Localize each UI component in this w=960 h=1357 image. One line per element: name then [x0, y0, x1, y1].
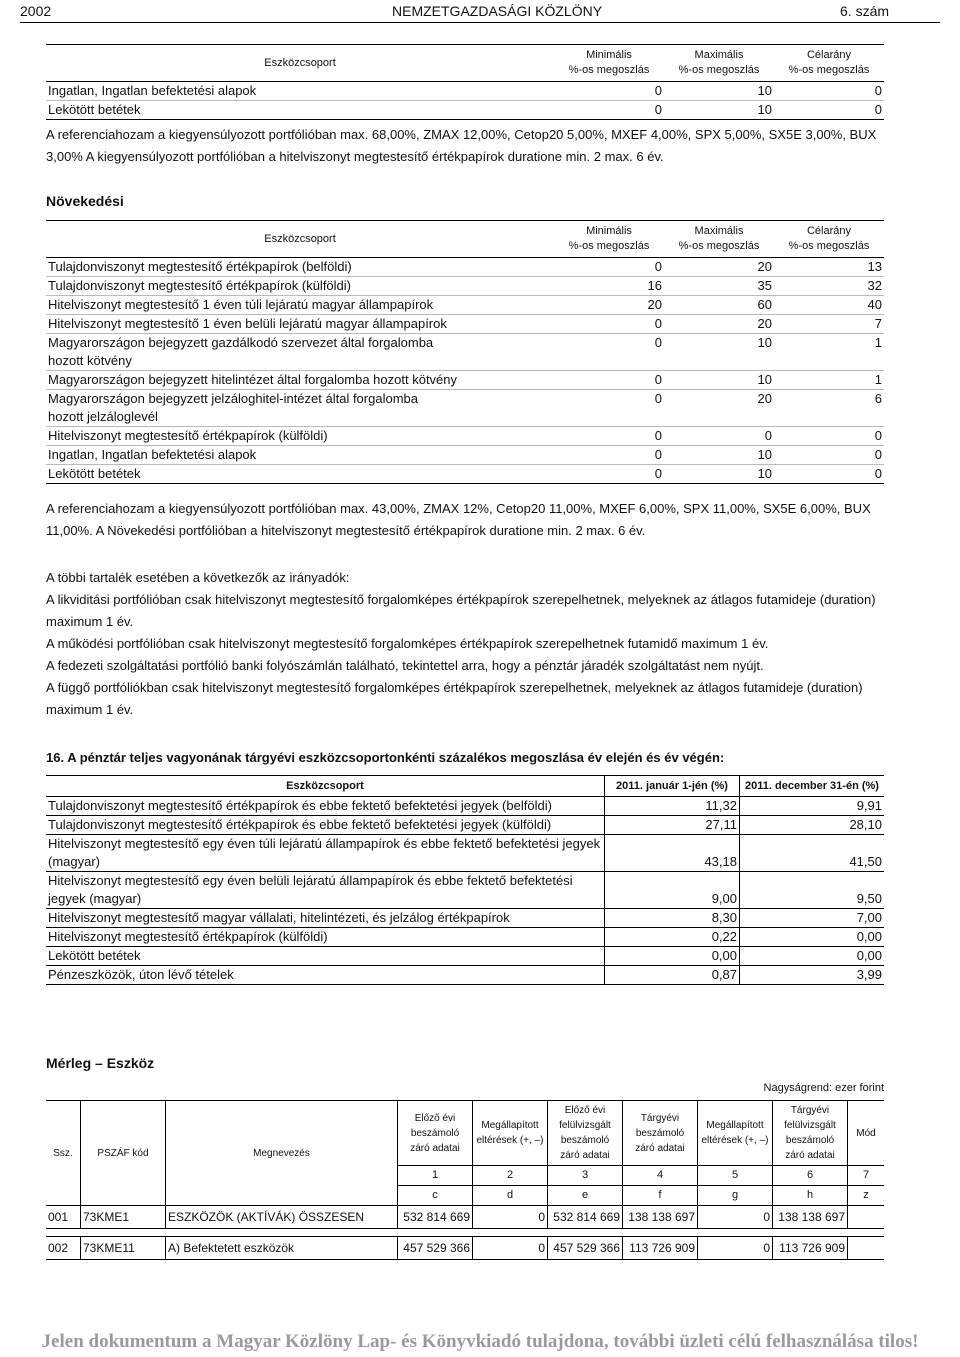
reserves-paragraph: A likviditási portfólióban csak hitelviszonyt megtestesítő forgalomképes értékpapírok szerepelhetnek, melyeknek az átlagos futamideje (duration) maximum 1 év. — [46, 592, 876, 629]
page-number: 2002 — [20, 3, 52, 19]
col-header-c2: Megállapított eltérések (+, –) — [473, 1101, 548, 1166]
reserves-paragraph: A fedezeti szolgáltatási portfólió banki folyószámlán található, tekintettel arra, hogy a pénztár járadék szolgáltatást nem nyújt. — [46, 658, 764, 673]
table-row: Lekötött betétek 0 10 0 — [46, 465, 884, 484]
reserves-paragraph: A többi tartalék esetében a következők az irányadók: — [46, 570, 350, 585]
col-header-c4: Tárgyévi beszámoló záró adatai — [623, 1101, 698, 1166]
col-header-min: Minimális %-os megoszlás — [554, 45, 664, 82]
col-header-group: Eszközcsoport — [46, 45, 554, 82]
table-row: Ingatlan, Ingatlan befektetési alapok 0 10 0 — [46, 82, 884, 101]
allocation-table-b — [46, 220, 884, 484]
table-row: Tulajdonviszonyt megtestesítő értékpapírok (belföldi) 0 20 13 — [46, 258, 884, 277]
col-header-c6: Tárgyévi felülvizsgált beszámoló záró adatai — [773, 1101, 848, 1166]
table-row: Hitelviszonyt megtestesítő 1 éven túli lejáratú magyar állampapírok 20 60 40 — [46, 296, 884, 315]
table-row: Hitelviszonyt megtestesítő egy éven belüli lejáratú állampapírok és ebbe fektető befektetési jegyek (magyar) 9,00 9,50 — [46, 872, 884, 909]
reserves-paragraph: A függő portfóliókban csak hitelviszonyt megtestesítő forgalomképes értékpapírok szerepelhetnek, melyeknek az átlagos futamideje (duration) maximum 1 év. — [46, 680, 863, 717]
col-header-c3: Előző évi felülvizsgált beszámoló záró adatai — [548, 1101, 623, 1166]
journal-title: NEMZETGAZDASÁGI KÖZLÖNY — [392, 3, 603, 19]
table-row: Tulajdonviszonyt megtestesítő értékpapírok és ebbe fektető befektetési jegyek (belföldi) 11,32 9,91 — [46, 797, 884, 816]
col-header-group: Eszközcsoport — [46, 221, 554, 258]
unit-note: Nagyságrend: ezer forint — [763, 1082, 884, 1094]
table-row: Pénzeszközök, úton lévő tételek 0,87 3,99 — [46, 966, 884, 985]
col-header-start: 2011. január 1-jén (%) — [605, 776, 740, 797]
table-row: Hitelviszonyt megtestesítő értékpapírok (külföldi) 0,22 0,00 — [46, 928, 884, 947]
table-row: Tulajdonviszonyt megtestesítő értékpapírok és ebbe fektető befektetési jegyek (külföldi) 27,11 28,10 — [46, 816, 884, 835]
issue-number: 6. szám — [840, 3, 890, 19]
balance-sheet-table — [46, 1100, 884, 1260]
col-header-min: Minimális %-os megoszlás — [554, 221, 664, 258]
col-header-ssz: Ssz. — [46, 1101, 81, 1206]
col-header-target: Célarány %-os megoszlás — [774, 221, 884, 258]
table-row: 002 73KME11 A) Befektetett eszközök 457 529 366 0 457 529 366 113 726 909 0 113 726 909 — [46, 1237, 884, 1260]
col-header-c1: Előző évi beszámoló záró adatai — [398, 1101, 473, 1166]
col-header-name: Megnevezés — [166, 1101, 398, 1206]
table-row: Magyarországon bejegyzett jelzáloghitel-intézet által forgalomba hozott jelzáloglevél 0 20 6 — [46, 390, 884, 427]
reserves-text — [46, 567, 884, 721]
page-header — [20, 0, 940, 23]
table-row: Hitelviszonyt megtestesítő értékpapírok (külföldi) 0 0 0 — [46, 427, 884, 446]
table-row: Hitelviszonyt megtestesítő egy éven túli lejáratú állampapírok és ebbe fektető befektetési jegyek (magyar) 43,18 41,50 — [46, 835, 884, 872]
asset-distribution-table — [46, 775, 884, 985]
table-row: Hitelviszonyt megtestesítő magyar vállalati, hitelintézeti, és jelzálog értékpapírok 8,30 7,00 — [46, 909, 884, 928]
section-title-novekedesi: Növekedési — [46, 193, 124, 209]
col-header-max: Maximális %-os megoszlás — [664, 221, 774, 258]
col-header-max: Maximális %-os megoszlás — [664, 45, 774, 82]
reference-yield-paragraph-a: A referenciahozam a kiegyensúlyozott portfólióban max. 68,00%, ZMAX 12,00%, Cetop20 5,00%, MXEF 4,00%, SPX 5,00%, SX5E 3,00%, BUX 3,00% A kiegyensúlyozott portfólióban a hitelviszonyt megtestesítő értékpapírok duratione min. 2 max. 6 év. — [46, 127, 877, 164]
column-number-row: 1 2 3 4 5 6 7 — [46, 1166, 884, 1186]
table-row: Magyarországon bejegyzett hitelintézet által forgalomba hozott kötvény 0 10 1 — [46, 371, 884, 390]
col-header-c5: Megállapított eltérések (+, –) — [698, 1101, 773, 1166]
col-header-c7: Mód — [848, 1101, 885, 1166]
column-letter-row: c d e f g h z — [46, 1186, 884, 1206]
table-row: 001 73KME1 ESZKÖZÖK (AKTÍVÁK) ÖSSZESEN 532 814 669 0 532 814 669 138 138 697 0 138 138 697 — [46, 1206, 884, 1229]
col-header-group: Eszközcsoport — [46, 776, 605, 797]
reserves-paragraph: A működési portfólióban csak hitelviszonyt megtestesítő forgalomképes értékpapírok szerepelhetnek futamidő maximum 1 év. — [46, 636, 769, 651]
table-row: Magyarországon bejegyzett gazdálkodó szervezet által forgalomba hozott kötvény 0 10 1 — [46, 334, 884, 371]
col-header-pszaf: PSZÁF kód — [81, 1101, 166, 1206]
col-header-target: Célarány %-os megoszlás — [774, 45, 884, 82]
table-row: Hitelviszonyt megtestesítő 1 éven belüli lejáratú magyar állampapírok 0 20 7 — [46, 315, 884, 334]
table-row: Ingatlan, Ingatlan befektetési alapok 0 10 0 — [46, 446, 884, 465]
reference-yield-paragraph-b: A referenciahozam a kiegyensúlyozott portfólióban max. 43,00%, ZMAX 12%, Cetop20 11,00%, MXEF 6,00%, SPX 11,00%, SX5E 6,00%, BUX 11,00%. A Növekedési portfólióban a hitelviszonyt megtestesítő értékpapírok duratione min. 2 max. 6 év. — [46, 501, 871, 538]
section-16-title: 16. A pénztár teljes vagyonának tárgyévi eszközcsoportonkénti százalékos megoszlása év elején és év végén: — [46, 750, 725, 765]
table-row: Lekötött betétek 0,00 0,00 — [46, 947, 884, 966]
table-row: Lekötött betétek 0 10 0 — [46, 101, 884, 120]
table-row: Tulajdonviszonyt megtestesítő értékpapírok (külföldi) 16 35 32 — [46, 277, 884, 296]
balance-sheet-title: Mérleg – Eszköz — [46, 1055, 155, 1071]
allocation-table-a — [46, 44, 884, 120]
col-header-end: 2011. december 31-én (%) — [740, 776, 885, 797]
copyright-footer: Jelen dokumentum a Magyar Közlöny Lap- és Könyvkiadó tulajdona, további üzleti célú felhasználása tilos! — [41, 1331, 919, 1352]
